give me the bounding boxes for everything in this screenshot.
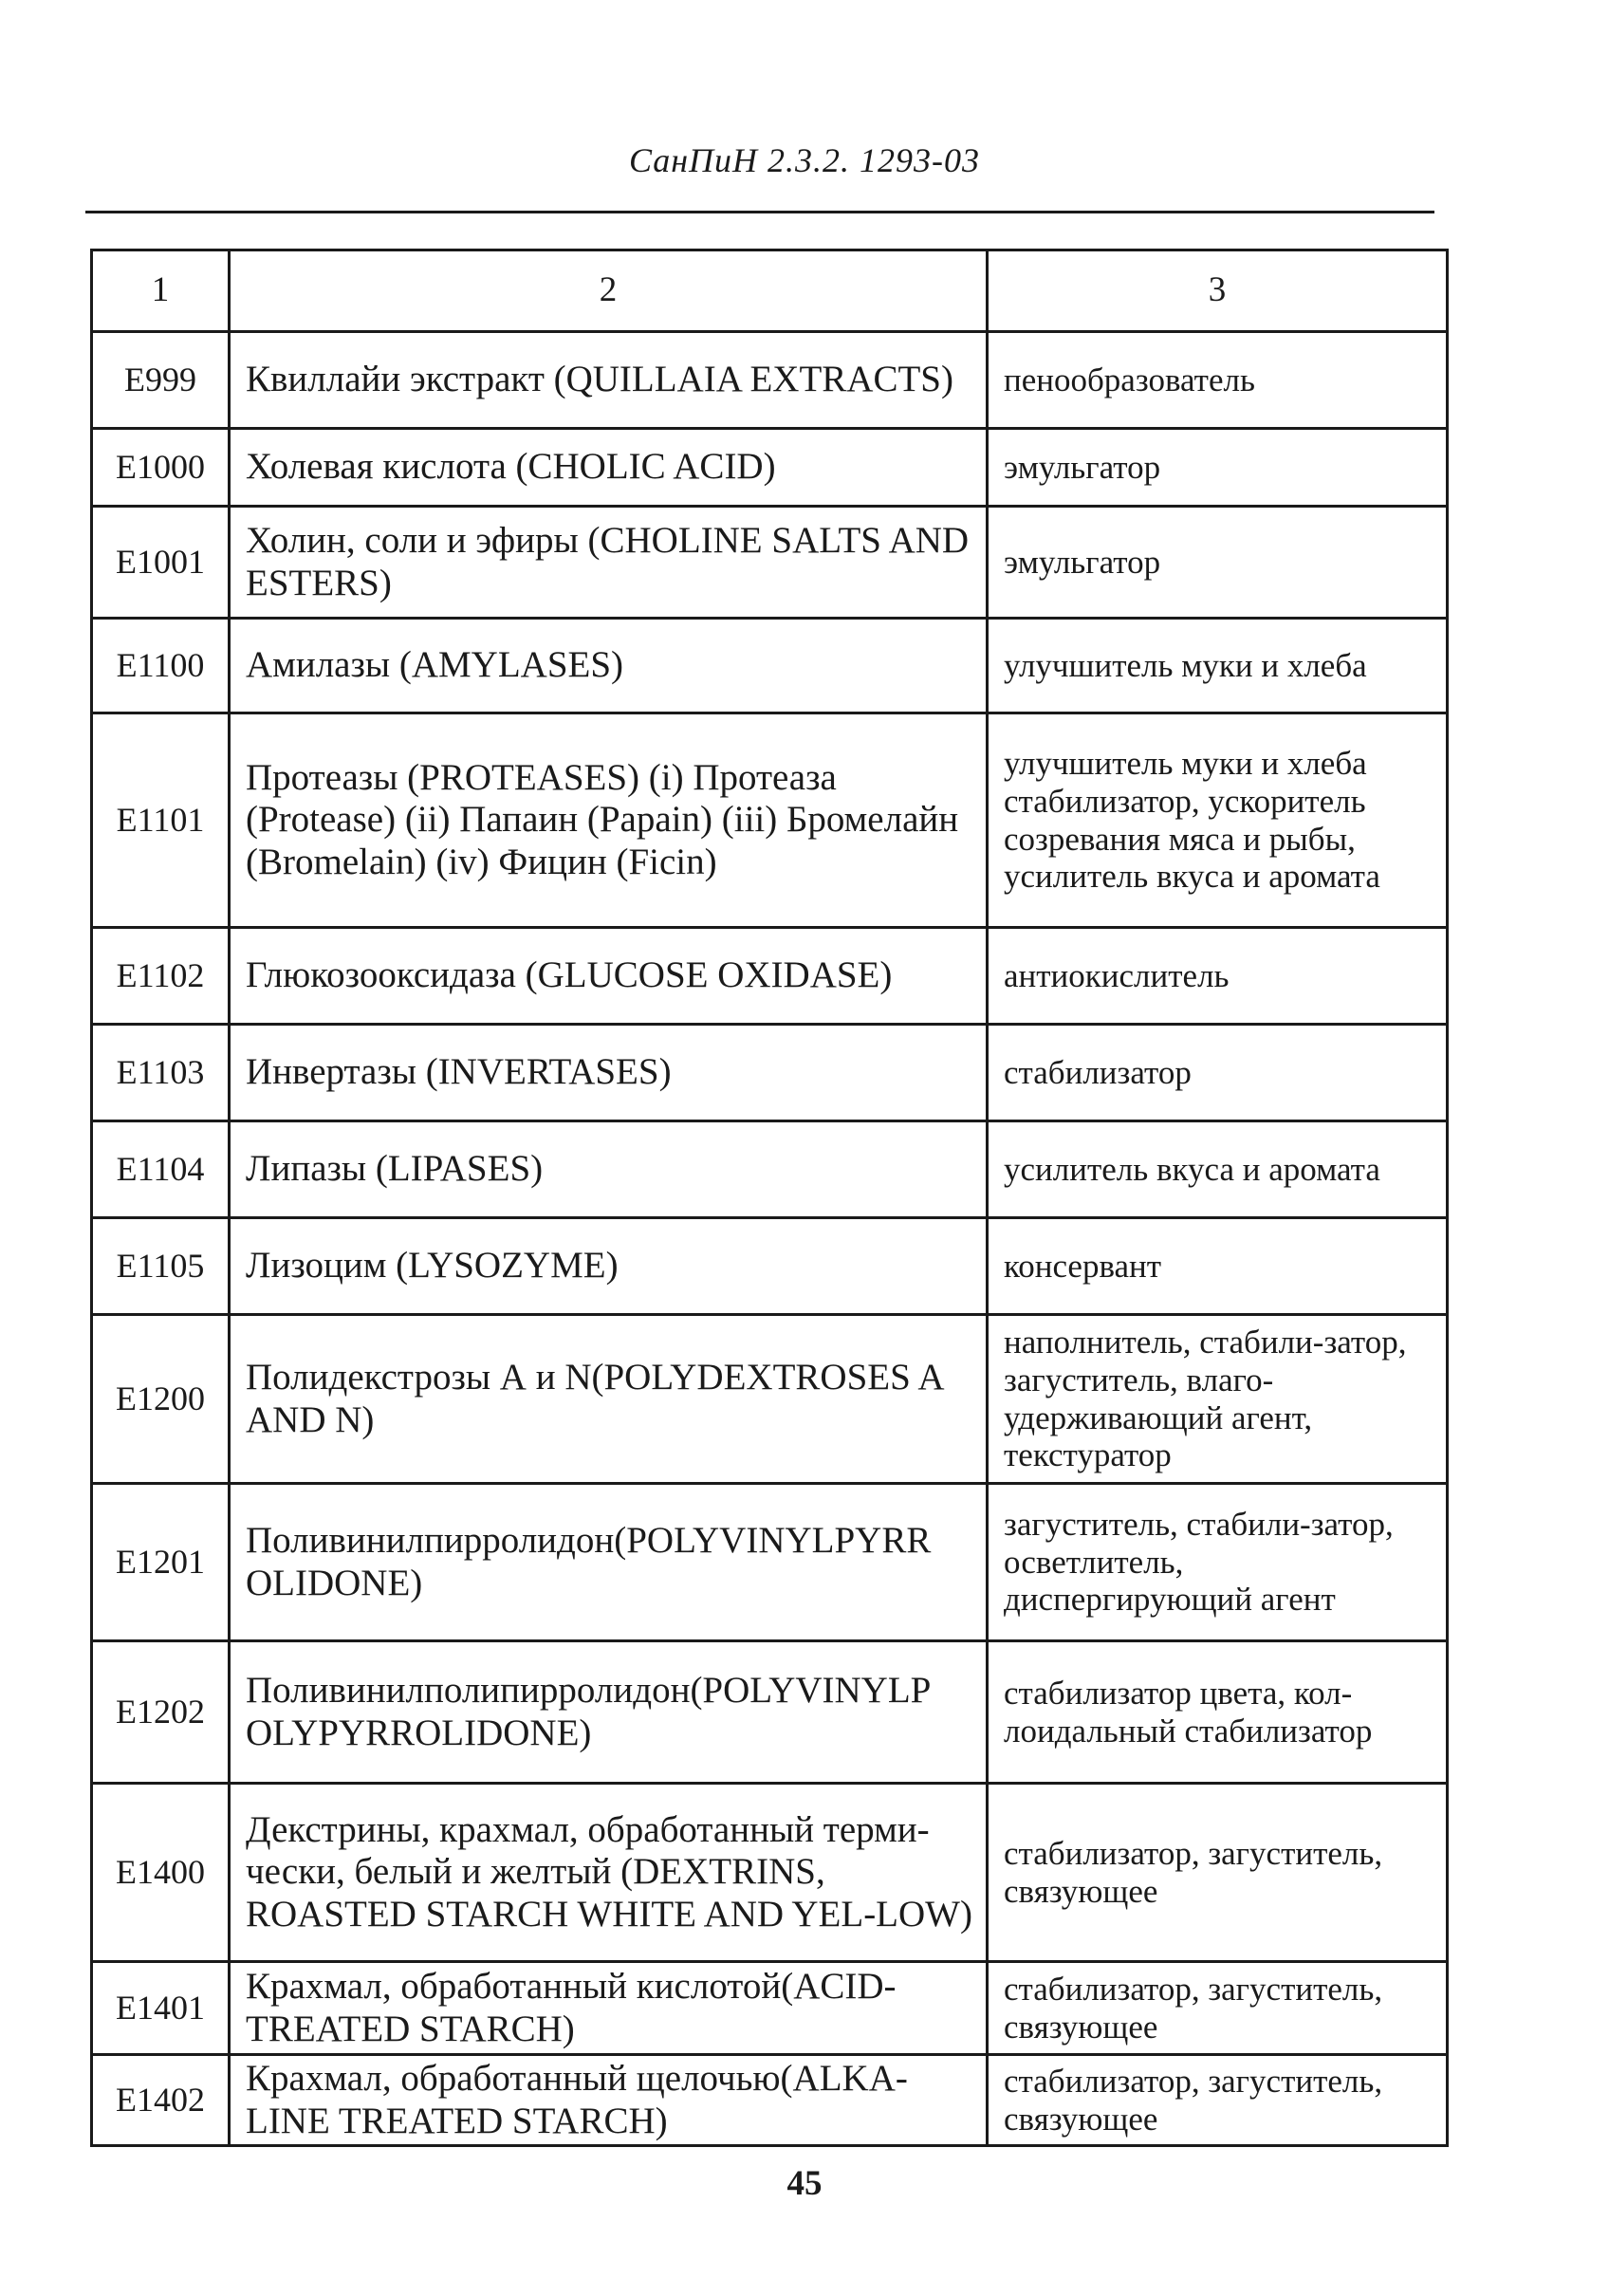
column-number-1: 1 xyxy=(92,250,230,332)
table-row xyxy=(92,1962,1448,2055)
table-row xyxy=(92,1218,1448,1315)
table-row xyxy=(92,1025,1448,1121)
column-number-3: 3 xyxy=(988,250,1448,332)
additive-name: Липазы (LIPASES) xyxy=(230,1121,988,1218)
additive-code: E1000 xyxy=(92,429,230,507)
table-row xyxy=(92,619,1448,713)
additive-name: Глюкозооксидаза (GLUCOSE OXIDASE) xyxy=(230,928,988,1025)
additive-name: Инвертазы (INVERTASES) xyxy=(230,1025,988,1121)
table-row xyxy=(92,1315,1448,1484)
additive-code: E1202 xyxy=(92,1641,230,1784)
additive-code: E999 xyxy=(92,332,230,429)
additive-code: E1103 xyxy=(92,1025,230,1121)
additive-name: Холин, соли и эфиры (CHOLINE SALTS AND ESTERS) xyxy=(230,507,988,619)
technological-function: улучшитель муки и хлеба стабилизатор, ускоритель созревания мяса и рыбы, усилитель вкуса и аромата xyxy=(988,713,1448,928)
technological-function: эмульгатор xyxy=(988,429,1448,507)
additive-code: E1201 xyxy=(92,1484,230,1641)
table-row xyxy=(92,507,1448,619)
technological-function: стабилизатор цвета, кол-лоидальный стабилизатор xyxy=(988,1641,1448,1784)
additive-name: Протеазы (PROTEASES) (i) Протеаза (Protease) (ii) Папаин (Papain) (iii) Бромелайн (Bromelain) (iv) Фицин (Ficin) xyxy=(230,713,988,928)
additive-name: Поливинилпирролидон(POLYVINYLPYRR OLIDONE) xyxy=(230,1484,988,1641)
additive-name: Поливинилполипирролидон(POLYVINYLP OLYPYRROLIDONE) xyxy=(230,1641,988,1784)
additive-code: E1102 xyxy=(92,928,230,1025)
additive-code: E1104 xyxy=(92,1121,230,1218)
table-row xyxy=(92,332,1448,429)
technological-function: загуститель, стабили-затор, осветлитель, диспергирующий агент xyxy=(988,1484,1448,1641)
header-rule xyxy=(85,211,1434,213)
technological-function: усилитель вкуса и аромата xyxy=(988,1121,1448,1218)
table-row xyxy=(92,429,1448,507)
additive-code: E1001 xyxy=(92,507,230,619)
technological-function: стабилизатор, загуститель, связующее xyxy=(988,1962,1448,2055)
table-row xyxy=(92,1121,1448,1218)
column-number-2: 2 xyxy=(230,250,988,332)
table-row xyxy=(92,1784,1448,1962)
additive-name: Декстрины, крахмал, обработанный терми-чески, белый и желтый (DEXTRINS, ROASTED STARCH WHITE AND YEL-LOW) xyxy=(230,1784,988,1962)
table-row xyxy=(92,1641,1448,1784)
table-row xyxy=(92,1484,1448,1641)
technological-function: стабилизатор xyxy=(988,1025,1448,1121)
technological-function: консервант xyxy=(988,1218,1448,1315)
additive-name: Крахмал, обработанный кислотой(ACID-TREATED STARCH) xyxy=(230,1962,988,2055)
technological-function: эмульгатор xyxy=(988,507,1448,619)
technological-function: антиокислитель xyxy=(988,928,1448,1025)
additive-code: E1400 xyxy=(92,1784,230,1962)
column-number-row xyxy=(92,250,1448,332)
additive-name: Холевая кислота (CHOLIC ACID) xyxy=(230,429,988,507)
additive-code: E1100 xyxy=(92,619,230,713)
technological-function: стабилизатор, загуститель, связующее xyxy=(988,1784,1448,1962)
technological-function: стабилизатор, загуститель, связующее xyxy=(988,2055,1448,2146)
technological-function: наполнитель, стабили-затор, загуститель, влаго-удерживающий агент, текстуратор xyxy=(988,1315,1448,1484)
table-row xyxy=(92,2055,1448,2146)
running-title: СанПиН 2.3.2. 1293-03 xyxy=(628,141,981,179)
page-number: 45 xyxy=(786,2164,823,2203)
table-row xyxy=(92,928,1448,1025)
additive-code: E1402 xyxy=(92,2055,230,2146)
additive-code: E1401 xyxy=(92,1962,230,2055)
additives-table xyxy=(90,249,1449,2147)
additive-name: Лизоцим (LYSOZYME) xyxy=(230,1218,988,1315)
technological-function: улучшитель муки и хлеба xyxy=(988,619,1448,713)
additive-name: Квиллайи экстракт (QUILLAIA EXTRACTS) xyxy=(230,332,988,429)
additive-name: Амилазы (AMYLASES) xyxy=(230,619,988,713)
additive-code: E1200 xyxy=(92,1315,230,1484)
technological-function: пенообразователь xyxy=(988,332,1448,429)
table-row xyxy=(92,713,1448,928)
additive-code: E1105 xyxy=(92,1218,230,1315)
additive-code: E1101 xyxy=(92,713,230,928)
additive-name: Полидекстрозы А и N(POLYDEXTROSES A AND N) xyxy=(230,1315,988,1484)
additive-name: Крахмал, обработанный щелочью(ALKA-LINE TREATED STARCH) xyxy=(230,2055,988,2146)
